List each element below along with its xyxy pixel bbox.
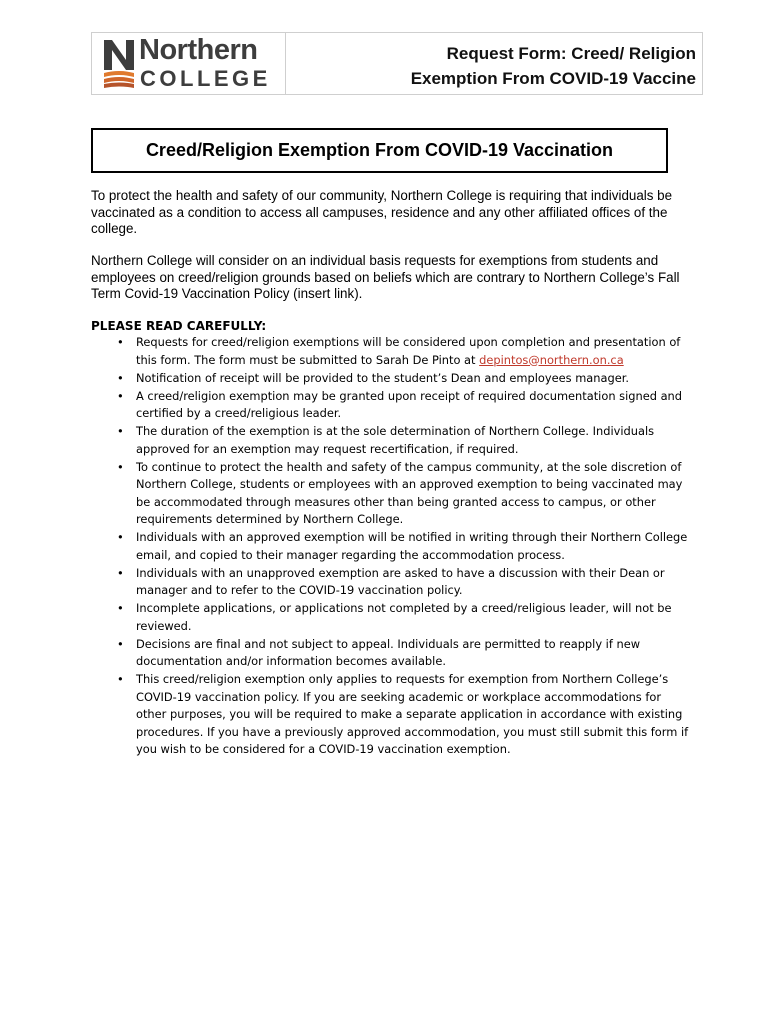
- northern-college-logo: [92, 33, 286, 94]
- list-item-text: The duration of the exemption is at the sole determination of Northern College. Individuals approved for an exemption may request recertification, if required.: [136, 424, 655, 456]
- list-item: [91, 671, 691, 759]
- intro-paragraph: To protect the health and safety of our community, Northern College is requiring that individuals be vaccinated as a condition to access all campuses, residence and any other affiliated offices of the college.: [91, 188, 673, 236]
- list-item-text: This creed/religion exemption only applies to requests for exemption from Northern College’s COVID-19 vaccination policy. If you are seeking academic or workplace accommodations for other purposes, you will be required to make a separate application in accordance with existing procedures. If you have a previously approved accommodation, you must still submit this form if you wish to be considered for a COVID-19 vaccination exemption.: [136, 672, 689, 756]
- document-header: [91, 32, 703, 95]
- list-item: [91, 459, 691, 529]
- policy-paragraph: Northern College will consider on an individual basis requests for exemptions from students and employees on creed/religion grounds based on beliefs which are contrary to Northern College’s Fall Term Covid-19 Vaccination Policy (insert link).: [91, 253, 680, 301]
- bullet-icon: •: [117, 636, 124, 651]
- list-item-text: Individuals with an unapproved exemption are asked to have a discussion with their Dean or manager and to refer to the COVID-19 vaccination policy.: [136, 565, 665, 597]
- list-item: [91, 600, 691, 635]
- form-header-title-line1: Request Form: Creed/ Religion: [446, 44, 696, 63]
- list-item-text: To continue to protect the health and safety of the campus community, at the sole discretion of Northern College, students or employees with an approved exemption to being vaccinated may be accommodated through measures other than being granted access to campus, or other requirements determined by Northern College.: [136, 459, 683, 526]
- bullet-icon: •: [117, 530, 124, 544]
- instructions-list: [91, 334, 691, 759]
- list-item-text: Notification of receipt will be provided to the student’s Dean and employees manager.: [136, 370, 629, 385]
- document-title: Creed/Religion Exemption From COVID-19 Vaccination: [91, 128, 668, 173]
- list-item: [91, 529, 691, 564]
- bullet-icon: •: [117, 672, 124, 686]
- list-item-text: Incomplete applications, or applications not completed by a creed/religious leader, will not be reviewed.: [136, 601, 672, 633]
- list-item-text: Individuals with an approved exemption will be notified in writing through their Northern College email, and copied to their manager regarding the accommodation process.: [136, 530, 688, 562]
- list-item: [91, 636, 691, 671]
- list-item: [91, 565, 691, 600]
- bullet-icon: •: [117, 335, 124, 349]
- list-item: [91, 388, 691, 423]
- list-item-text: A creed/religion exemption may be granted upon receipt of required documentation signed and certified by a creed/religious leader.: [136, 388, 682, 420]
- bullet-icon: •: [117, 601, 124, 615]
- bullet-icon: •: [117, 388, 124, 403]
- list-item-text: Requests for creed/religion exemptions will be considered upon completion and presentation of this form. The form must be submitted to Sarah De Pinto at: [136, 335, 681, 367]
- bullet-icon: •: [117, 424, 124, 438]
- list-item: [91, 334, 691, 369]
- bullet-icon: •: [117, 565, 124, 580]
- list-item-text: Decisions are final and not subject to appeal. Individuals are permitted to reapply if new documentation and/or information becomes available.: [136, 636, 641, 668]
- read-carefully-heading: PLEASE READ CAREFULLY:: [91, 319, 267, 333]
- bullet-icon: •: [117, 370, 124, 385]
- logo-northern-text: Northern: [139, 34, 258, 66]
- bullet-icon: •: [117, 459, 124, 474]
- list-item: [91, 370, 691, 388]
- form-header-title: [411, 41, 696, 91]
- logo-college-text: COLLEGE: [140, 66, 271, 91]
- form-header-title-line2: Exemption From COVID-19 Vaccine: [410, 69, 696, 88]
- list-item: [91, 423, 691, 458]
- northern-logo-mark-icon: [104, 40, 134, 88]
- email-link[interactable]: depintos@northern.on.ca: [479, 352, 624, 367]
